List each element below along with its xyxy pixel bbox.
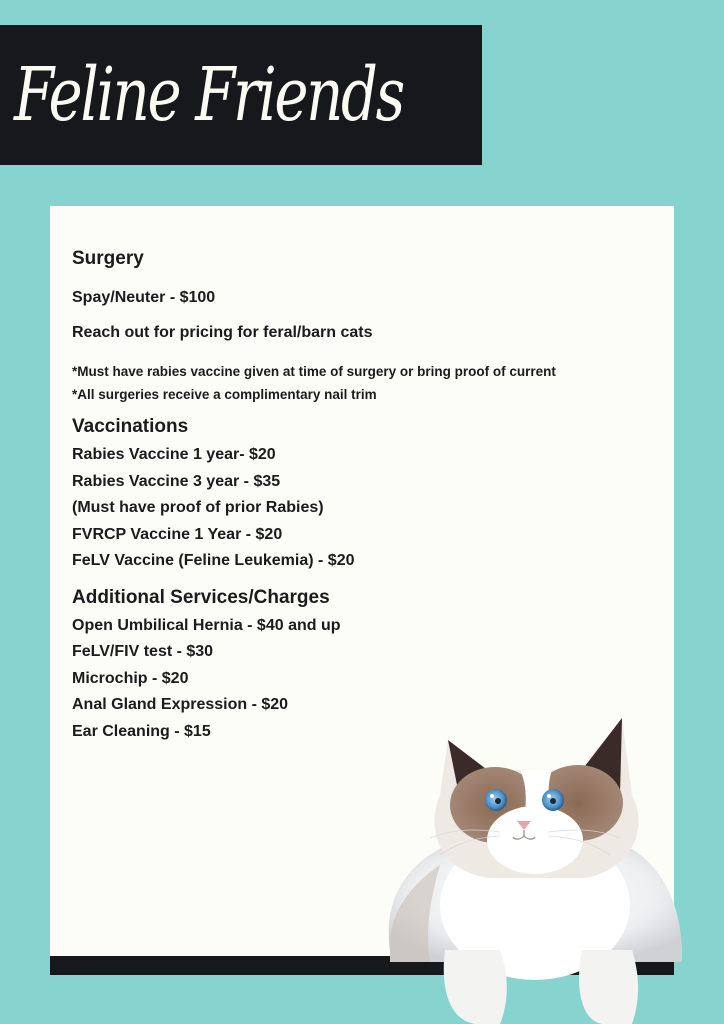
price-item: FeLV Vaccine (Feline Leukemia) - $20 (72, 552, 355, 569)
section-vaccinations (72, 414, 562, 575)
section-title-additional-services: Additional Services/Charges (72, 586, 330, 608)
price-item: Microchip - $20 (72, 669, 189, 687)
cat-image (370, 700, 700, 1024)
cat-head (430, 718, 639, 878)
price-item: FeLV/FIV test - $30 (72, 643, 214, 660)
price-item: FVRCP Vaccine 1 Year - $20 (72, 525, 283, 543)
section-title-surgery: Surgery (72, 248, 144, 269)
price-item: Reach out for pricing for feral/barn cats (72, 324, 373, 341)
section-surgery (72, 246, 562, 406)
price-item: Open Umbilical Hernia - $40 and up (72, 616, 341, 634)
price-item: (Must have proof of prior Rabies) (72, 499, 324, 516)
price-item: Rabies Vaccine 3 year - $35 (72, 472, 281, 490)
price-list (72, 246, 562, 745)
surgery-notes (72, 361, 562, 406)
note-item: *All surgeries receive a complimentary nail trim (72, 386, 377, 402)
price-item: Ear Cleaning - $15 (72, 722, 211, 740)
page-title: Feline Friends (14, 52, 403, 138)
title-banner (0, 25, 482, 165)
price-item: Spay/Neuter - $100 (72, 289, 216, 306)
note-item: *Must have rabies vaccine given at time of surgery or bring proof of current (72, 364, 556, 379)
section-title-vaccinations: Vaccinations (72, 416, 189, 437)
price-item: Anal Gland Expression - $20 (72, 696, 289, 713)
price-item: Rabies Vaccine 1 year- $20 (72, 446, 276, 463)
